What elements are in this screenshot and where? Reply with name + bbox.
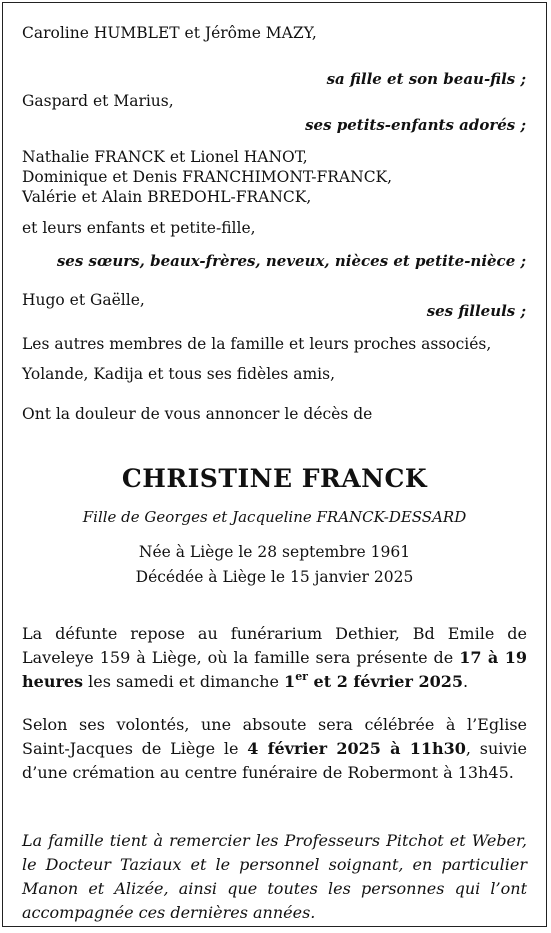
sibling-line: Dominique et Denis FRANCHIMONT-FRANCK,	[22, 168, 393, 186]
godchildren-names: Hugo et Gaëlle,	[22, 291, 145, 309]
birth-line: Née à Liège le 28 septembre 1961	[138, 543, 411, 561]
ceremony-paragraph: Selon ses volontés, une absoute sera célébrée à l’Eglise Saint-Jacques de Liège le 4 février 2025 à 11h30, suivie d’une crémation au centre funéraire de Robermont à 13h45.	[22, 715, 528, 782]
funerarium-paragraph: La défunte repose au funérarium Dethier, Bd Emile de Laveleye 159 à Liège, où la famille sera présente de 17 à 19 heures les samedi et dimanche 1er et 2 février 2025.	[22, 624, 528, 691]
grandchildren-names: Gaspard et Marius,	[22, 92, 174, 110]
visiting-hours: 17 à 19 heures	[22, 648, 528, 691]
thanks-paragraph: La famille tient à remercier les Professeurs Pitchot et Weber, le Docteur Taziaux et le personnel soignant, en particulier Manon et Alizée, ainsi que toutes les personnes qui l’ont accompagnée ces dernières années.	[22, 831, 527, 922]
godchildren-role: ses filleuls ;	[426, 302, 526, 320]
daughter-names: Caroline HUMBLET et Jérôme MAZY,	[22, 24, 317, 42]
deceased-parents: Fille de Georges et Jacqueline FRANCK-DESSARD	[82, 508, 467, 526]
ceremony-date: 4 février 2025 à 11h30	[247, 739, 466, 758]
sibling-line: Nathalie FRANCK et Lionel HANOT,	[22, 148, 308, 166]
siblings-children: et leurs enfants et petite-fille,	[22, 219, 256, 237]
grandchildren-role: ses petits-enfants adorés ;	[305, 116, 526, 134]
others-line: Les autres membres de la famille et leurs proches associés,	[22, 335, 492, 353]
visiting-dates: 1er et 2 février 2025	[284, 670, 463, 691]
siblings-role: ses sœurs, beaux-frères, neveux, nièces et petite-nièce ;	[56, 252, 526, 270]
announce-line: Ont la douleur de vous annoncer le décès de	[22, 405, 373, 423]
sibling-line: Valérie et Alain BREDOHL-FRANCK,	[22, 188, 312, 206]
obituary-notice	[2, 2, 547, 927]
deceased-name: CHRISTINE FRANCK	[121, 464, 428, 493]
daughter-role: sa fille et son beau-fils ;	[326, 70, 526, 88]
others-line: Yolande, Kadija et tous ses fidèles amis,	[22, 365, 336, 383]
death-line: Décédée à Liège le 15 janvier 2025	[135, 568, 414, 586]
